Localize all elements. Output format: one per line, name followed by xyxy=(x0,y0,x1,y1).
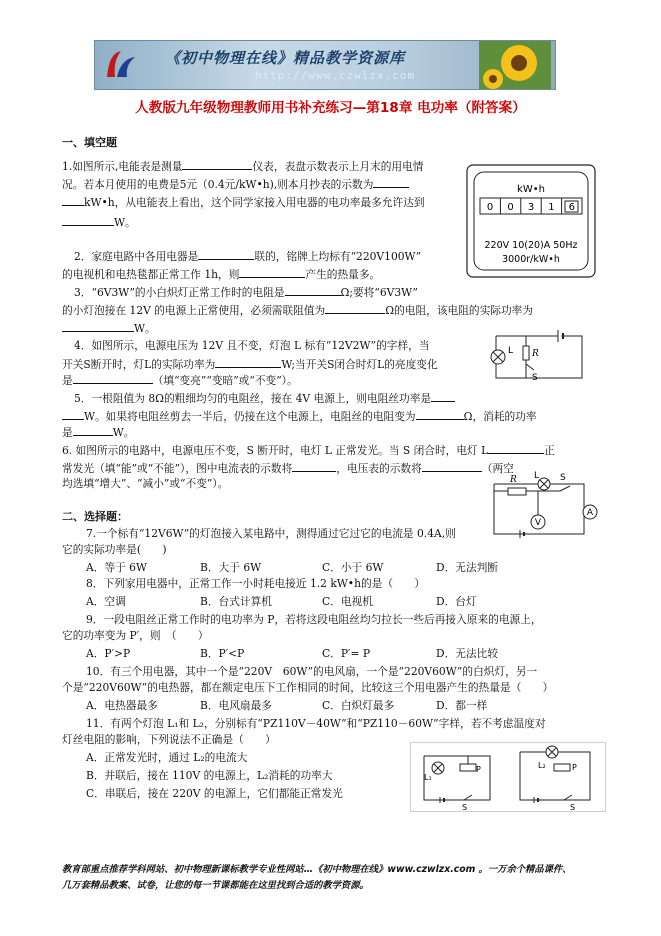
q5-blank3 xyxy=(73,424,113,436)
label-L1: L₁ xyxy=(424,773,432,782)
q2-line1 xyxy=(74,248,421,264)
q4-line3 xyxy=(62,372,298,388)
q10-option-b: B．电风扇最多 xyxy=(200,699,272,712)
q7-option-a: A．等于 6W xyxy=(86,561,147,574)
q3-line2 xyxy=(62,302,533,318)
q2-text: 2．家庭电路中各用电器是 xyxy=(74,250,199,263)
q1-text: kW•h，从电能表上看出，这个同学家接入用电器的电功率最多允许达到 xyxy=(84,196,425,209)
q3-line3 xyxy=(62,320,156,336)
header-banner xyxy=(94,40,556,90)
footer-line1: 教育部重点推荐学科网站、初中物理新课标教学专业性网站…《初中物理在线》www.czwlzx.com 。一万余个精品课件、 xyxy=(62,864,572,875)
q1-line1 xyxy=(62,158,424,174)
sunflower-image xyxy=(479,41,551,89)
q5-line2 xyxy=(62,408,537,424)
q5-blank1 xyxy=(431,390,455,402)
q1-blank3 xyxy=(62,214,114,226)
q5-line1 xyxy=(74,390,455,406)
q7-line1: 7.一个标有“12V6W”的灯泡接入某电路中，测得通过它过它的电流是 0.4A,则 xyxy=(86,527,456,540)
electric-meter-figure xyxy=(466,164,596,278)
section-fill-in-title: 一、填空题 xyxy=(62,136,117,149)
label-R: R xyxy=(510,475,517,485)
q6-blank1 xyxy=(488,442,544,454)
q3-line1 xyxy=(74,284,418,300)
q3-blank2 xyxy=(325,302,385,314)
q3-text: Ω的电阻，该电阻的实际功率为 xyxy=(385,304,534,317)
meter-digit-decimal: 6 xyxy=(568,202,575,213)
q3-text: 的小灯泡接在 12V 的电源上正常使用，必须需联阻值为 xyxy=(62,304,326,317)
q1-blank2 xyxy=(373,176,409,188)
q2-text: 产生的热量多。 xyxy=(305,268,381,281)
q5-text: 5．一根阻值为 8Ω的粗细均匀的电阻丝，接在 4V 电源上，则电阻丝功率是 xyxy=(74,392,432,405)
q4-text: W;当开关S闭合时灯L的亮度变化 xyxy=(281,358,438,371)
q6-line3 xyxy=(62,476,228,491)
label-S: S xyxy=(532,373,538,383)
q1-blank2-cont xyxy=(62,194,84,206)
q4-text: 开关S断开时，灯L的实际功率为 xyxy=(62,358,216,371)
document-title: 人教版九年级物理教师用书补充练习—第18章 电功率（附答案） xyxy=(135,100,526,116)
q2-blank2 xyxy=(239,266,305,278)
q1-line4 xyxy=(62,214,136,230)
q11-circuit-figures xyxy=(410,742,606,812)
q10-line1: 10．有三个用电器，其中一个是“220V 60W”的电风扇，一个是“220V60W”的白炽灯，另一 xyxy=(86,665,538,678)
q6-line2 xyxy=(62,460,514,476)
q6-text: 正 xyxy=(544,444,555,457)
q1-text: 仪表，表盘示数表示上月末的用电情 xyxy=(252,160,424,173)
meter-digit: 0 xyxy=(507,202,514,213)
q8-option-b: B．台式计算机 xyxy=(200,595,272,608)
label-P-left: P xyxy=(476,765,481,774)
q4-line1 xyxy=(74,338,430,353)
meter-digit: 1 xyxy=(548,202,555,213)
meter-digit: 3 xyxy=(527,202,535,213)
q4-blank1 xyxy=(215,356,281,368)
banner-title: 《初中物理在线》精品教学资源库 xyxy=(165,49,406,67)
q10-line2: 个是“220V60W”的电热器，都在额定电压下工作相同的时间，比较这三个用电器产生的热量是（ ） xyxy=(62,681,554,694)
q9-line1: 9．一段电阻丝正常工作时的电功率为 P，若将这段电阻丝均匀拉长一些后再接入原来的电源上， xyxy=(86,613,542,626)
q6-text: 均选填“增大”、“减小”或“不变”）。 xyxy=(62,477,229,490)
q4-line2 xyxy=(62,356,438,372)
q1-text: 1.如图所示,电能表是测量 xyxy=(62,160,183,173)
q5-blank2 xyxy=(416,408,464,420)
q6-text: （两空 xyxy=(481,462,514,475)
q6-circuit-figure xyxy=(486,468,604,540)
q6-text: ，电压表的示数将 xyxy=(336,462,422,475)
meter-digit: 0 xyxy=(486,202,494,213)
q9-line2: 它的功率变为 P′，则 （ ） xyxy=(62,629,209,642)
q4-text: 4．如图所示，电源电压为 12V 且不变，灯泡 L 标有“12V2W”的字样，当 xyxy=(74,339,430,352)
q5-text: W。 xyxy=(112,426,135,439)
q1-text: 况。若本月使用的电费是5元（0.4元/kW•h),则本月抄表的示数为 xyxy=(62,178,374,191)
q7-line2: 它的实际功率是( ) xyxy=(62,543,167,556)
q3-text: W。 xyxy=(134,322,156,335)
q3-text: 3．“6V3W”的小白炽灯正常工作时的电阻是 xyxy=(74,286,285,299)
q8-option-c: C．电视机 xyxy=(322,595,373,608)
meter-spec-constant: 3000r/kW•h xyxy=(502,254,560,265)
q11-option-c: C．串联后，接在 220V 的电源上，它们都能正常发光 xyxy=(86,787,343,800)
label-L: L xyxy=(508,346,514,356)
footer-text xyxy=(62,862,572,894)
q8-option-d: D．台灯 xyxy=(436,595,477,608)
meter-unit: kW•h xyxy=(517,184,545,195)
q2-blank1 xyxy=(198,248,254,260)
q11-line1: 11．有两个灯泡 L₁和 L₂，分别标有“PZ110V－40W”和“PZ110－60W”字样，若不考虑温度对 xyxy=(86,717,546,730)
q6-text: 常发光（填“能”或“不能”），图中电流表的示数将 xyxy=(62,462,293,475)
q1-line3 xyxy=(62,194,425,210)
q4-text: 是 xyxy=(62,374,73,387)
q4-circuit-figure xyxy=(486,326,592,388)
q2-line2 xyxy=(62,266,380,282)
q9-option-d: D．无法比较 xyxy=(436,647,499,660)
q9-option-a: A．P′>P xyxy=(86,647,131,660)
q11-option-a: A．正常发光时，通过 L₂的电流大 xyxy=(86,751,248,764)
q8-option-a: A．空调 xyxy=(86,595,126,608)
label-P-right: P xyxy=(572,763,577,772)
q11-option-b: B．并联后，接在 110V 的电源上，L₂消耗的功率大 xyxy=(86,769,333,782)
q5-line3 xyxy=(62,424,134,440)
q9-option-c: C．P′= P xyxy=(322,647,371,660)
q5-text: 是 xyxy=(62,426,73,439)
q1-blank1 xyxy=(182,158,252,170)
section-choice-title: 二、选择题： xyxy=(62,510,128,523)
q2-text: 联的，铭牌上均标有“220V100W” xyxy=(254,250,422,263)
q6-line1 xyxy=(62,442,555,458)
q3-blank3 xyxy=(62,320,134,332)
q5-blank1-cont xyxy=(62,408,84,420)
q9-option-b: B．P′<P xyxy=(200,647,245,660)
q4-text: （填“变亮”“变暗”或“不变”）。 xyxy=(152,374,298,387)
q7-option-b: B．大于 6W xyxy=(200,561,262,574)
banner-url[interactable]: http://www.czwlzx.com xyxy=(255,69,416,82)
label-S-left: S xyxy=(462,803,468,812)
q1-text: W。 xyxy=(114,216,136,229)
voltmeter-label: V xyxy=(534,518,542,528)
q3-text: Ω;要将“6V3W” xyxy=(340,286,418,299)
q5-text: W。如果将电阻丝剪去一半后，仍接在这个电源上，电阻丝的电阻变为 xyxy=(84,410,416,423)
label-S: S xyxy=(560,473,566,483)
label-L2: L₂ xyxy=(538,761,546,770)
q6-blank3 xyxy=(422,460,482,472)
q10-option-d: D．都一样 xyxy=(436,699,488,712)
q7-option-d: D．无法判断 xyxy=(436,561,499,574)
label-L: L xyxy=(534,471,540,481)
label-R: R xyxy=(532,349,539,359)
q3-blank1 xyxy=(285,284,341,296)
q4-blank2 xyxy=(73,372,153,384)
q8-line1: 8．下列家用电器中，正常工作一小时耗电接近 1.2 kW•h的是（ ） xyxy=(86,577,426,590)
q10-option-a: A．电热器最多 xyxy=(86,699,158,712)
q5-text: Ω，消耗的功率 xyxy=(463,410,537,423)
q10-option-c: C．白炽灯最多 xyxy=(322,699,395,712)
site-logo xyxy=(101,47,141,83)
footer-line2: 几万套精品教案、试卷，让您的每一节课都能在这里找到合适的教学资源。 xyxy=(62,880,369,891)
ammeter-label: A xyxy=(586,508,594,518)
q2-text: 的电视机和电热毯都正常工作 1h，则 xyxy=(62,268,240,281)
meter-spec-rating: 220V 10(20)A 50Hz xyxy=(484,240,578,251)
q7-option-c: C．小于 6W xyxy=(322,561,384,574)
q6-blank2 xyxy=(292,460,336,472)
q1-line2 xyxy=(62,176,409,192)
label-S-right: S xyxy=(570,803,576,812)
q6-text: 6. 如图所示的电路中，电源电压不变，S 断开时，电灯 L 正常发光。当 S 闭合时，电灯 L xyxy=(62,444,489,457)
q11-line2: 灯丝电阻的影响，下列说法不正确是（ ） xyxy=(62,733,276,746)
